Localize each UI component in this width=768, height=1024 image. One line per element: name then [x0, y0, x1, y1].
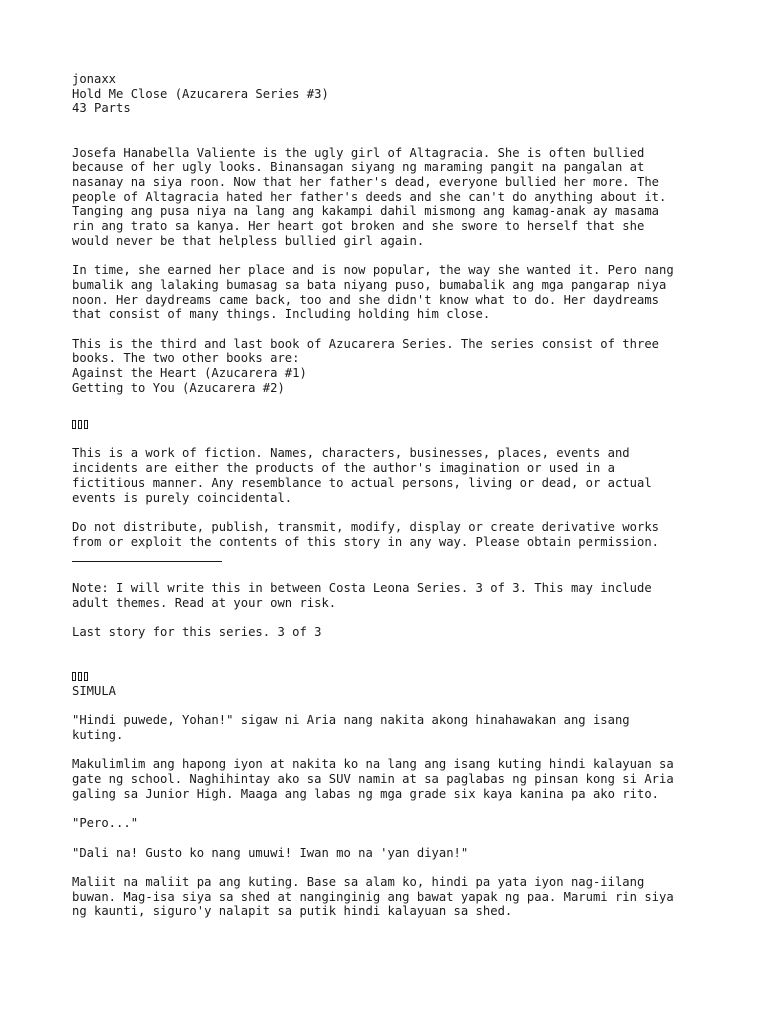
- section-divider: [72, 561, 222, 562]
- missing-glyph-box-icon: [84, 672, 88, 681]
- missing-glyph-marks: [72, 669, 702, 684]
- disclaimer-paragraph-2: Do not distribute, publish, transmit, modify, display or create derivative works from or exploit the contents of this story in any way. Please obtain permission.: [72, 519, 659, 549]
- document-page: [72, 72, 702, 919]
- series-book-2: Getting to You (Azucarera #2): [72, 380, 285, 395]
- synopsis-paragraph-2: In time, she earned her place and is now popular, the way she wanted it. Pero nang bumalik ang lalaking bumasag sa bata niyang puso, bumabalik ang mga pangarap niya noon. Her daydreams came back, too and she didn't know what to do. Her daydreams that consist of many things. Including holding him close.: [72, 263, 674, 322]
- missing-glyph-box-icon: [78, 672, 82, 681]
- author-name: jonaxx: [72, 72, 117, 86]
- chapter-heading: SIMULA: [72, 683, 117, 698]
- missing-glyph-marks: [72, 417, 702, 432]
- missing-glyph-box-icon: [72, 672, 76, 681]
- story-header: [72, 72, 702, 116]
- missing-glyph-box-icon: [72, 420, 76, 429]
- missing-glyph-box-icon: [84, 420, 88, 429]
- chapter-paragraph: Makulimlim ang hapong iyon at nakita ko na lang ang isang kuting hindi kalayuan sa gate ng school. Naghihintay ako sa SUV namin at sa paglabas ng pinsan kong si Aria galing sa Junior High. Maaga ang labas ng mga grade six kaya kanina pa ako rito.: [72, 757, 674, 801]
- series-book-1: Against the Heart (Azucarera #1): [72, 366, 307, 381]
- disclaimer-paragraph-1: This is a work of fiction. Names, characters, businesses, places, events and incidents are either the products of the author's imagination or used in a fictitious manner. Any resemblance to actual persons, living or dead, or actual events is purely coincidental.: [72, 446, 652, 505]
- author-note: Note: I will write this in between Costa Leona Series. 3 of 3. This may include adult themes. Read at your own risk.: [72, 581, 652, 610]
- missing-glyph-box-icon: [78, 420, 82, 429]
- chapter-paragraph: "Pero...": [72, 816, 139, 831]
- chapter-paragraph: "Dali na! Gusto ko nang umuwi! Iwan mo na 'yan diyan!": [72, 845, 469, 860]
- synopsis-paragraph-3: This is the third and last book of Azucarera Series. The series consist of three books. The two other books are: Against the Heart (Azucarera #1) Getting to You (Azucarera #2): [72, 337, 702, 396]
- chapter-paragraph: Maliit na maliit pa ang kuting. Base sa alam ko, hindi pa yata iyon nag-iilang buwan. Mag-isa siya sa shed at nanginginig ang bawat yapak ng paa. Marumi rin siya ng kaunti, siguro'y nalapit sa putik hindi kalayuan sa shed.: [72, 875, 674, 919]
- synopsis-paragraph-1: Josefa Hanabella Valiente is the ugly girl of Altagracia. She is often bullied because of her ugly looks. Binansagan siyang ng maraming pangit na pangalan at nasanay na siya roon. Now that her father's dead, everyone bullied her more. The people of Altagracia hated her father's deeds and she can't do anything about it. Tanging ang pusa niya na lang ang kakampi dahil mismong ang kamag-anak ay masama rin ang trato sa kanya. Her heart got broken and she swore to herself that she would never be that helpless bullied girl again.: [72, 145, 667, 248]
- parts-count: 43 Parts: [72, 101, 131, 116]
- chapter-paragraph: "Hindi puwede, Yohan!" sigaw ni Aria nang nakita akong hinahawakan ang isang kuting.: [72, 713, 630, 743]
- series-note: Last story for this series. 3 of 3: [72, 625, 322, 640]
- story-title: Hold Me Close (Azucarera Series #3): [72, 86, 329, 101]
